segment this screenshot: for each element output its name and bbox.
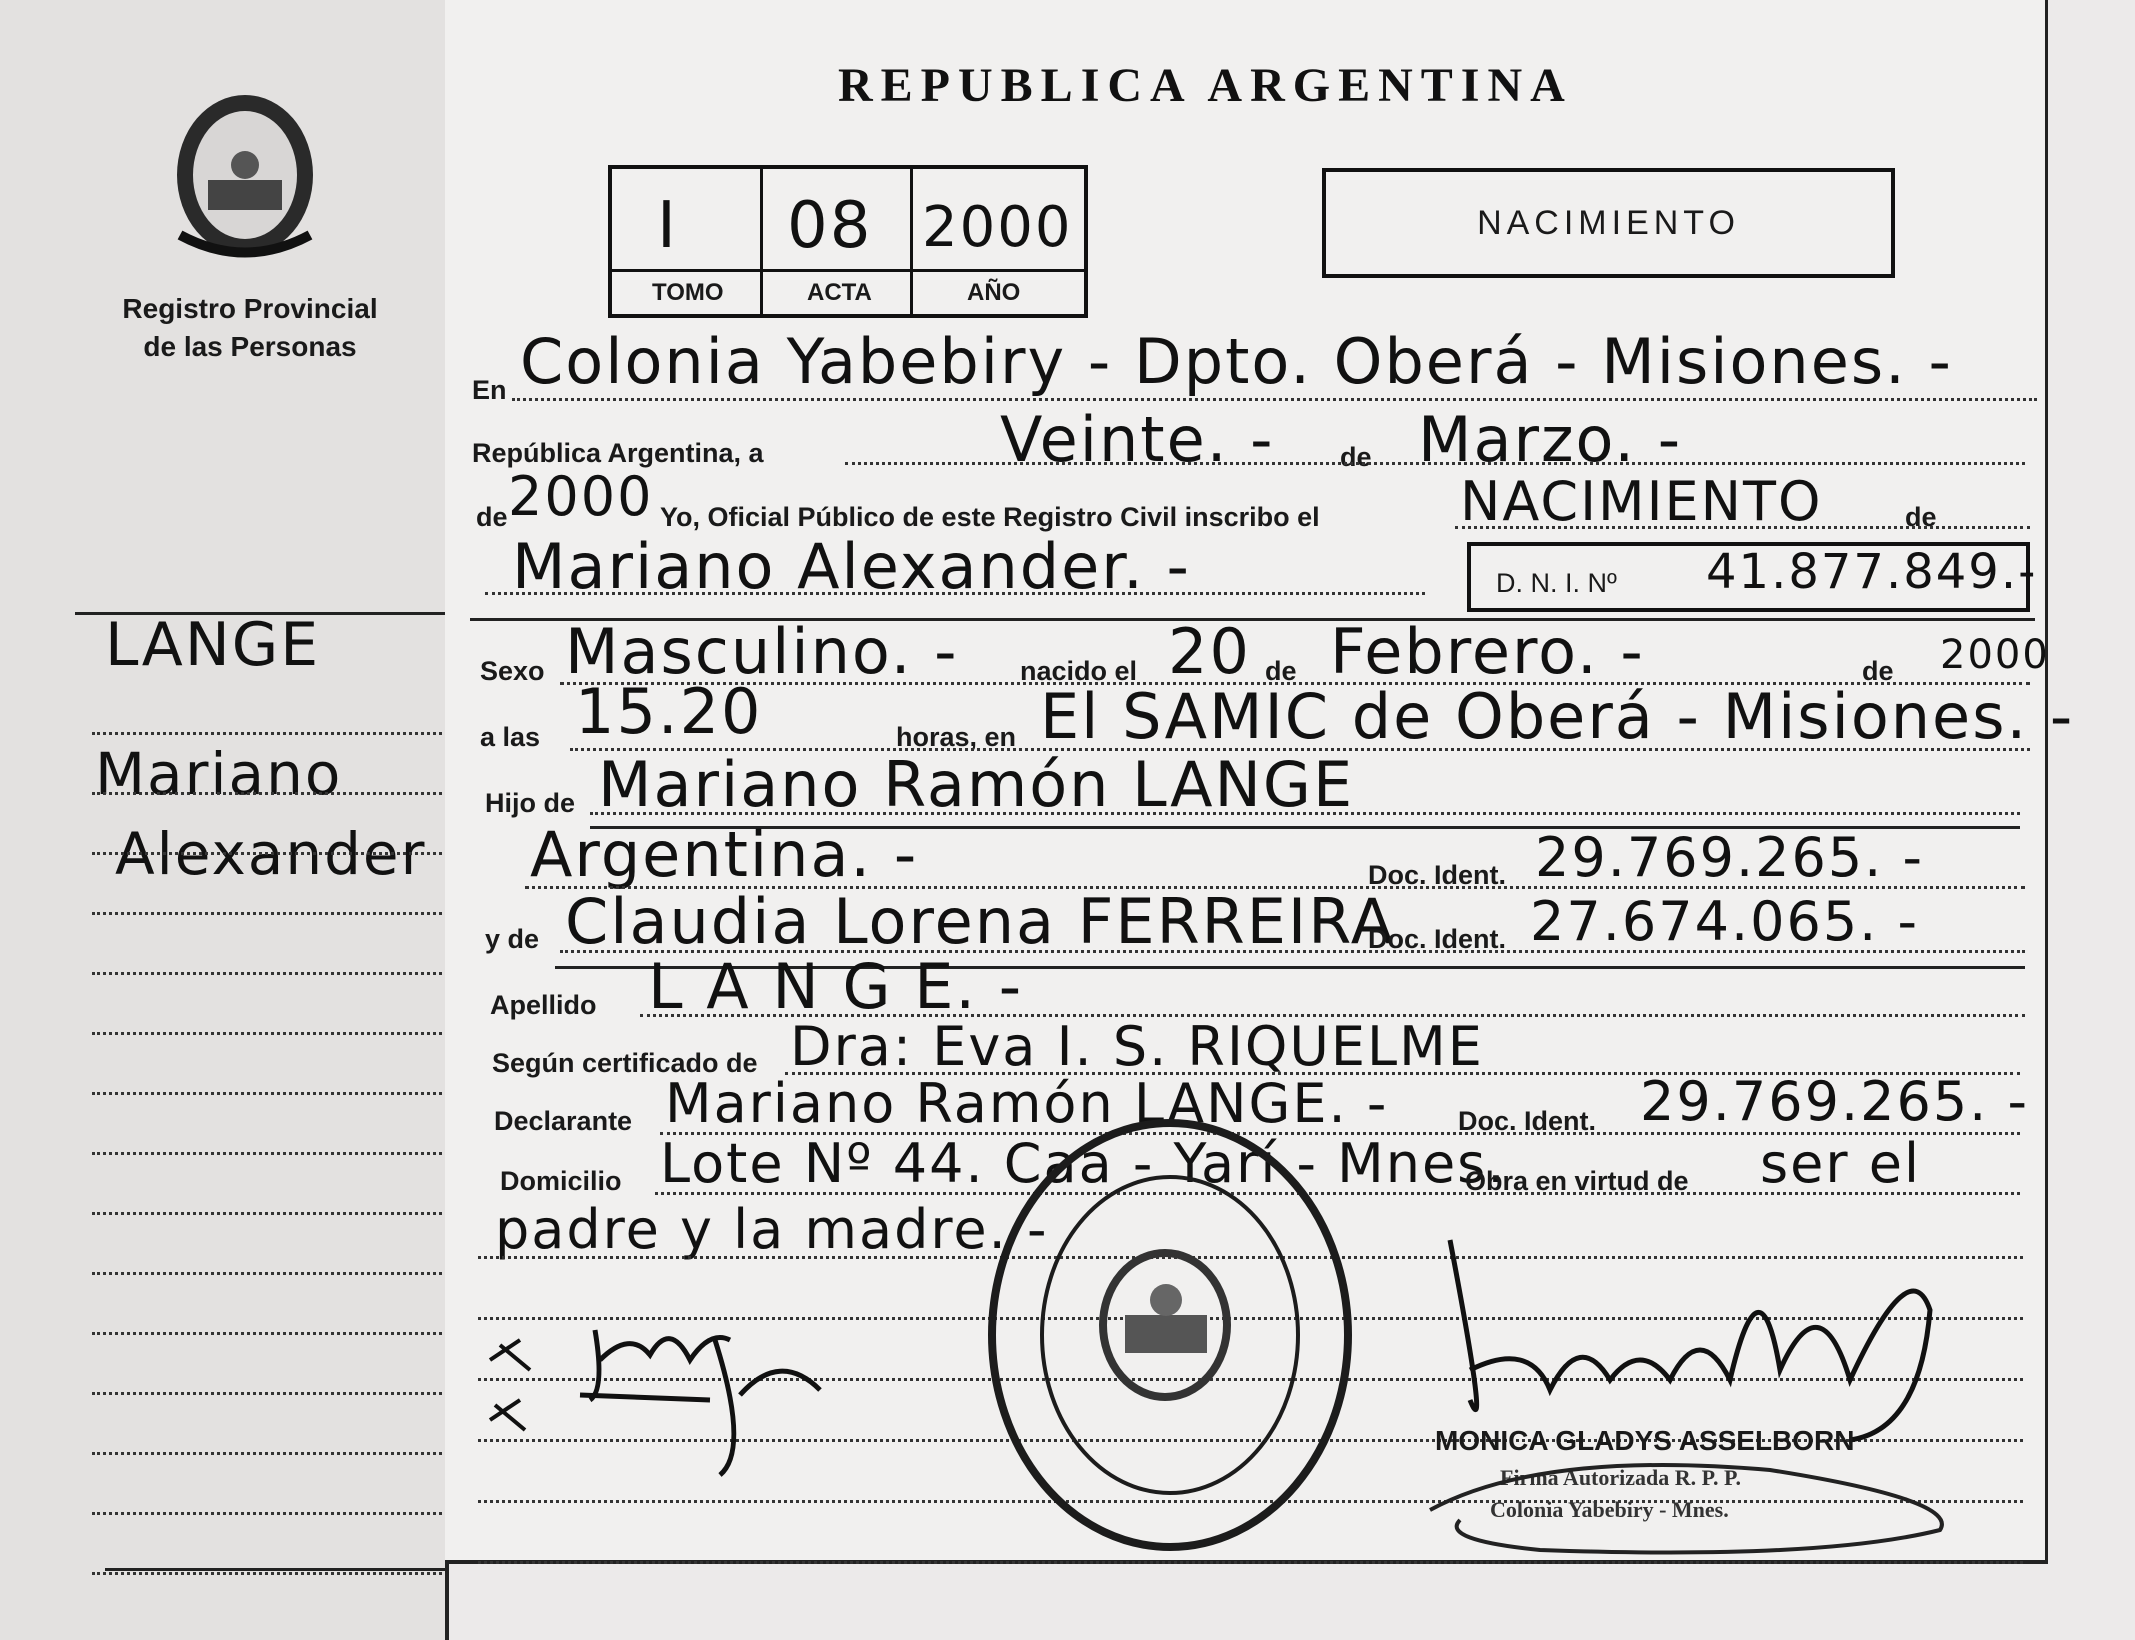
margin-given-2: Alexander	[115, 820, 427, 888]
value-nac-ano: 2000	[1940, 632, 2050, 678]
label-de-4: de	[1265, 656, 1297, 686]
label-hijo-de: Hijo de	[485, 788, 576, 818]
label-doc-ident-3: Doc. Ident.	[1458, 1106, 1597, 1136]
label-doc-ident: Doc. Ident.	[1368, 860, 1507, 890]
doc-type: NACIMIENTO	[1477, 203, 1740, 242]
label-sexo: Sexo	[480, 656, 545, 686]
value-acto: NACIMIENTO	[1460, 470, 1823, 533]
value-mes: Marzo. -	[1418, 403, 1683, 476]
label-de-3: de	[1905, 502, 1937, 532]
office-line2: de las Personas	[143, 331, 357, 362]
value-certificado: Dra: Eva I. S. RIQUELME	[790, 1015, 1484, 1078]
officer-line3: Colonia Yabebiry - Mnes.	[1490, 1497, 1729, 1522]
value-declarante: Mariano Ramón LANGE. -	[665, 1072, 1389, 1135]
value-nac-mes: Febrero. -	[1330, 615, 1645, 688]
value-obra-2: padre y la madre. -	[495, 1198, 1049, 1261]
value-ano: 2000	[508, 465, 654, 528]
label-declarante: Declarante	[494, 1106, 633, 1136]
official-seal	[985, 1115, 1355, 1555]
dni-box	[1467, 542, 2038, 612]
value-dni: 41.877.849.-	[1706, 544, 2038, 600]
label-segun: Según certificado de	[492, 1048, 758, 1078]
label-de-2: de	[476, 502, 508, 532]
value-declarante-doc: 29.769.265. -	[1640, 1070, 2029, 1133]
value-obra: ser el	[1760, 1132, 1921, 1195]
value-lugar-nac: El SAMIC de Oberá - Misiones. -	[1040, 680, 2075, 753]
label-de: de	[1340, 442, 1372, 472]
label-yo: Yo, Oficial Público de este Registro Civil inscribo el	[660, 502, 1320, 532]
line-padre	[590, 812, 2020, 815]
signature-declarant	[480, 1300, 880, 1485]
label-obra: Obra en virtud de	[1465, 1166, 1689, 1196]
value-lugar: Colonia Yabebiry - Dpto. Oberá - Misiones. -	[520, 325, 1953, 398]
province-emblem	[160, 85, 330, 265]
label-horas-en: horas, en	[896, 722, 1017, 752]
value-hora: 15.20	[575, 675, 763, 748]
label-apellido: Apellido	[490, 990, 597, 1020]
line-fecha	[845, 462, 2025, 465]
label-de-5: de	[1862, 656, 1894, 686]
page-title: REPUBLICA ARGENTINA	[838, 59, 1573, 112]
label-dni: D. N. I. Nº	[1496, 568, 1617, 598]
ano-value: 2000	[922, 195, 1073, 260]
officer-name: MONICA GLADYS ASSELBORN	[1435, 1425, 1855, 1456]
margin-lines	[92, 675, 442, 1575]
line-nombre	[485, 592, 1425, 595]
tomo-value: I	[657, 189, 678, 263]
value-nac-dia: 20	[1168, 615, 1251, 688]
value-sexo: Masculino. -	[565, 615, 959, 688]
record-box	[608, 165, 1088, 318]
value-apellido: L A N G E. -	[648, 950, 1024, 1023]
officer-line2: Firma Autorizada R. P. P.	[1500, 1465, 1741, 1490]
office-line1: Registro Provincial	[122, 293, 378, 324]
value-nacionalidad: Argentina. -	[530, 818, 919, 891]
acta-value: 08	[787, 189, 873, 263]
label-en: En	[472, 375, 507, 405]
ano-label: AÑO	[967, 279, 1021, 306]
value-madre: Claudia Lorena FERREIRA	[565, 885, 1396, 958]
value-domicilio: Lote Nº 44. Caa - Yarí - Mnes.	[660, 1132, 1507, 1195]
value-nombre: Mariano Alexander. -	[512, 530, 1191, 603]
margin-surname: LANGE	[105, 610, 321, 680]
value-madre-doc: 27.674.065. -	[1530, 890, 1919, 953]
label-nacido: nacido el	[1020, 656, 1138, 686]
tomo-label: TOMO	[652, 279, 724, 306]
value-padre: Mariano Ramón LANGE	[598, 748, 1355, 821]
label-doc-ident-2: Doc. Ident.	[1368, 924, 1507, 954]
value-padre-doc: 29.769.265. -	[1535, 826, 1924, 889]
signature-loop	[1420, 1440, 1980, 1565]
acta-label: ACTA	[807, 279, 872, 306]
doc-type-box	[1322, 168, 1895, 278]
line-lugar	[512, 398, 2037, 401]
value-dia: Veinte. -	[1000, 403, 1275, 476]
margin-given-1: Mariano	[95, 740, 343, 808]
label-domicilio: Domicilio	[500, 1166, 622, 1196]
margin-rule-bottom	[105, 1568, 445, 1571]
label-y-de: y de	[485, 924, 540, 954]
line-acto	[1455, 526, 2030, 529]
label-republica: República Argentina, a	[472, 438, 764, 468]
office-name	[80, 290, 420, 366]
label-a-las: a las	[480, 722, 541, 752]
